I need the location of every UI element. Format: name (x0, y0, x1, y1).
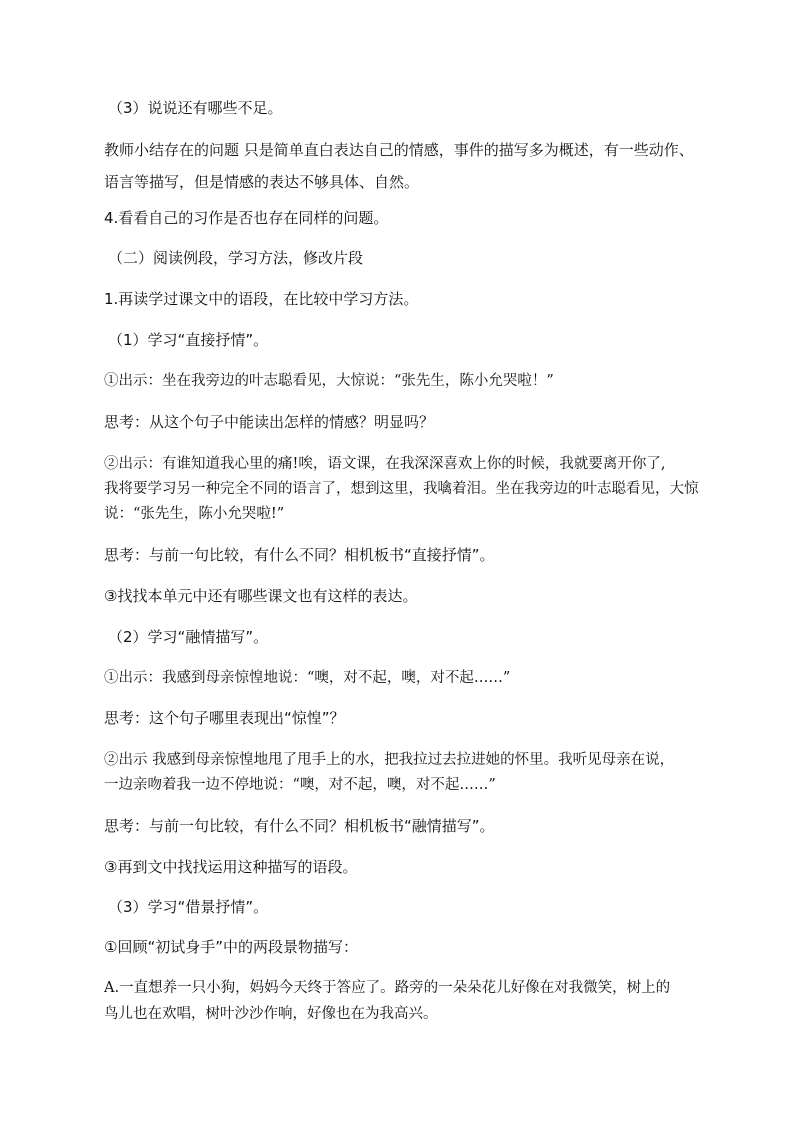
text-line: 1.再读学过课文中的语段，在比较中学习方法。 (104, 290, 419, 308)
text-line: ③再到文中找找运用这种描写的语段。 (104, 858, 358, 876)
text-line: （1）学习“直接抒情”。 (108, 331, 269, 349)
text-line: 说：“张先生，陈小允哭啦!” (104, 506, 285, 522)
text-line: 思考：从这个句子中能读出怎样的情感？明显吗？ (104, 413, 435, 431)
text-line: （3）学习“借景抒情”。 (108, 898, 269, 916)
text-line: ②出示 我感到母亲惊惶地甩了甩手上的水，把我拉过去拉进她的怀里。我听见母亲在说， (104, 752, 675, 768)
text-line: 教师小结存在的问题 只是简单直白表达自己的情感，事件的描写多为概述，有一些动作、 (104, 141, 694, 159)
text-line: 思考：与前一句比较，有什么不同？相机板书“直接抒情”。 (104, 546, 495, 564)
text-line: 我将要学习另一种完全不同的语言了，想到这里，我噙着泪。坐在我旁边的叶志聪看见，大惊 (104, 481, 699, 497)
text-line: 语言等描写，但是情感的表达不够具体、自然。 (104, 173, 420, 191)
text-line: 一边亲吻着我一边不停地说：“噢，对不起，噢，对不起……” (104, 777, 496, 793)
text-line: ②出示：有谁知道我心里的痛!唉，语文课，在我深深喜欢上你的时候，我就要离开你了, (104, 456, 666, 472)
text-line: （2）学习“融情描写”。 (108, 628, 269, 646)
text-line: ①出示：坐在我旁边的叶志聪看见，大惊说：“张先生，陈小允哭啦！” (104, 373, 554, 389)
text-line: 鸟儿也在欢唱，树叶沙沙作响，好像也在为我高兴。 (104, 1006, 438, 1022)
text-line: ③找找本单元中还有哪些课文也有这样的表达。 (104, 587, 418, 605)
text-line: A.一直想养一只小狗，妈妈今天终于答应了。路旁的一朵朵花儿好像在对我微笑，树上的 (104, 980, 671, 996)
text-line: 4.看看自己的习作是否也存在同样的问题。 (104, 209, 389, 227)
text-line: ①回顾“初试身手”中的两段景物描写： (104, 938, 358, 956)
text-line: （3）说说还有哪些不足。 (108, 99, 283, 117)
text-line: ①出示：我感到母亲惊惶地说：“噢，对不起，噢，对不起……” (104, 670, 511, 686)
text-line: 思考：与前一句比较，有什么不同？相机板书“融情描写”。 (104, 817, 495, 835)
text-line: 思考：这个句子哪里表现出“惊惶”？ (104, 709, 345, 727)
text-line: （二）阅读例段，学习方法，修改片段 (108, 249, 364, 267)
